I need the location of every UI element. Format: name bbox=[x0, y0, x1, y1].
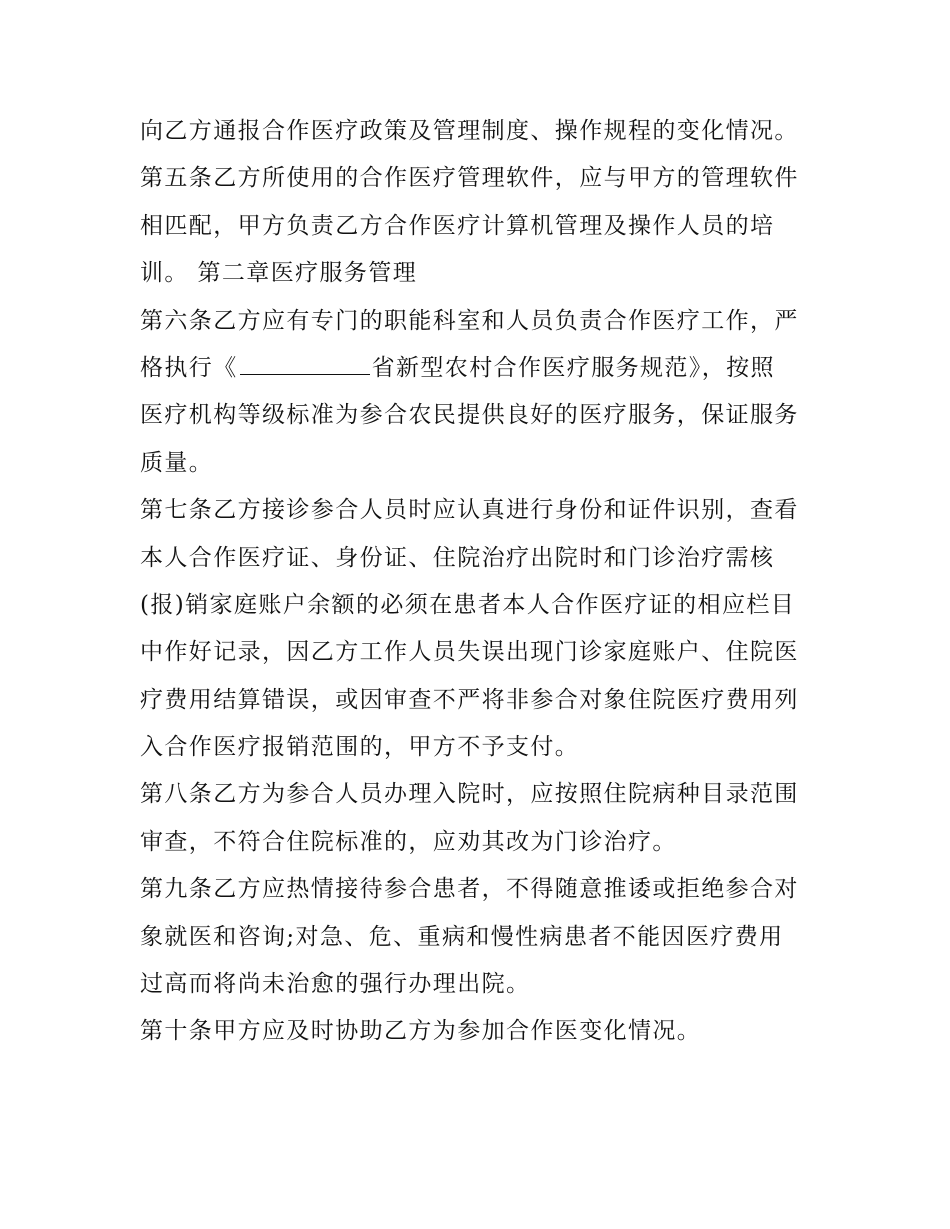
text-line: 医疗机构等级标准为参合农民提供良好的医疗服务，保证服务 bbox=[140, 402, 799, 429]
article-9-line: 第九条乙方应热情接待参合患者，不得随意推诿或拒绝参合对 bbox=[140, 876, 799, 903]
article-6-line: 第六条乙方应有专门的职能科室和人员负责合作医疗工作，严 bbox=[140, 307, 799, 334]
text-line: 审查，不符合住院标准的，应劝其改为门诊治疗。 bbox=[140, 828, 677, 855]
fill-in-blank bbox=[240, 356, 370, 375]
document-body bbox=[140, 108, 820, 1056]
text-segment: 格执行《 bbox=[140, 354, 238, 381]
text-line: 相匹配，甲方负责乙方合作医疗计算机管理及操作人员的培 bbox=[140, 212, 775, 239]
text-line: 过高而将尚未治愈的强行办理出院。 bbox=[140, 971, 531, 998]
text-line: 质量。 bbox=[140, 449, 214, 476]
chapter-2-heading-line: 训。 第二章医疗服务管理 bbox=[140, 260, 418, 287]
text-line-with-blank bbox=[140, 345, 820, 392]
article-7-line: 第七条乙方接诊参合人员时应认真进行身份和证件识别，查看 bbox=[140, 497, 799, 524]
text-line: 疗费用结算错误，或因审查不严将非参合对象住院医疗费用列 bbox=[140, 686, 799, 713]
text-line: 中作好记录，因乙方工作人员失误出现门诊家庭账户、住院医 bbox=[140, 639, 799, 666]
text-line: (报)销家庭账户余额的必须在患者本人合作医疗证的相应栏目 bbox=[140, 591, 796, 618]
text-line: 本人合作医疗证、身份证、住院治疗出院时和门诊治疗需核 bbox=[140, 544, 775, 571]
text-line: 象就医和咨询;对急、危、重病和慢性病患者不能因医疗费用 bbox=[140, 923, 784, 950]
article-10-line: 第十条甲方应及时协助乙方为参加合作医变化情况。 bbox=[140, 1018, 702, 1045]
text-segment: 省新型农村合作医疗服务规范》，按照 bbox=[371, 354, 775, 381]
article-5-line: 第五条乙方所使用的合作医疗管理软件，应与甲方的管理软件 bbox=[140, 165, 799, 192]
text-line: 入合作医疗报销范围的，甲方不予支付。 bbox=[140, 734, 580, 761]
article-8-line: 第八条乙方为参合人员办理入院时，应按照住院病种目录范围 bbox=[140, 781, 799, 808]
text-line: 向乙方通报合作医疗政策及管理制度、操作规程的变化情况。 bbox=[140, 118, 799, 144]
